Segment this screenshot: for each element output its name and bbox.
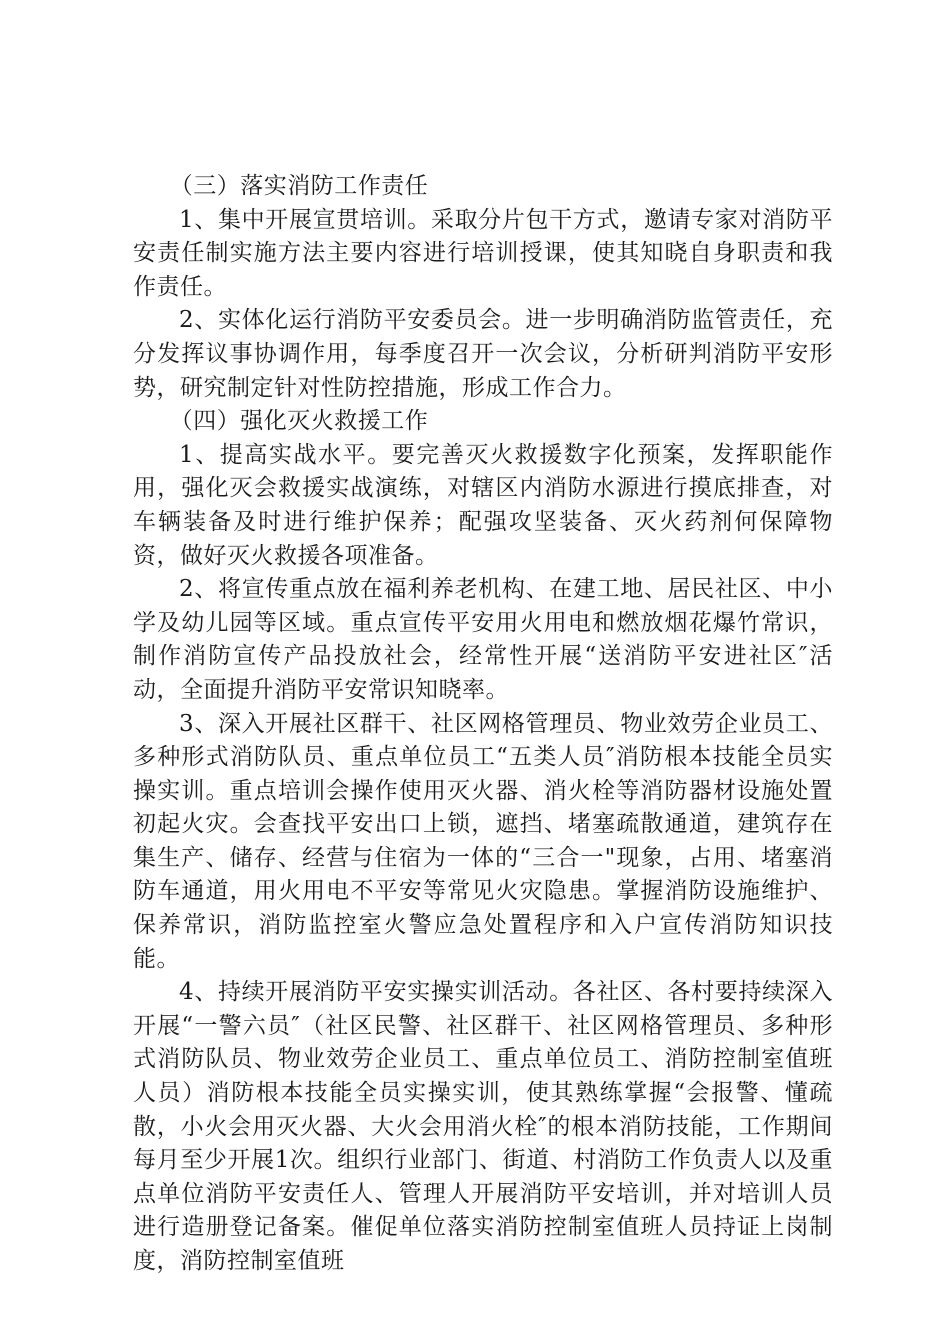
paragraph-4-1: 1、提高实战水平。要完善灭火救援数字化预案，发挥职能作用，强化灭会救援实战演练，对辖区内消防水源进行摸底排查，对车辆装备及时进行维护保养；配强攻坚装备、灭火药剂何保障物资，做好灭火救援各项准备。: [133, 441, 833, 569]
section-heading-3: （三）落实消防工作责任: [169, 173, 429, 199]
document-body: [133, 170, 833, 1279]
paragraph-4-4: 4、持续开展消防平安实操实训活动。各社区、各村要持续深入开展“一警六员″（社区民警、社区群干、社区网格管理员、多种形式消防队员、物业效劳企业员工、重点单位员工、消防控制室值班人员）消防根本技能全员实操实训，使其熟练掌握“会报警、懂疏散，小火会用灭火器、大火会用消火栓″的根本消防技能，工作期间每月至少开展1次。组织行业部门、街道、村消防工作负责人以及重点单位消防平安责任人、管理人开展消防平安培训，并对培训人员进行造册登记备案。催促单位落实消防控制室值班人员持证上岗制度，消防控制室值班: [133, 979, 833, 1274]
section-heading-4: （四）强化灭火救援工作: [169, 408, 429, 435]
paragraph-3-2: 2、实体化运行消防平安委员会。进一步明确消防监管责任，充分发挥议事协调作用，每季度召开一次会议，分析研判消防平安形势，研究制定针对性防控措施，形成工作合力。: [133, 307, 833, 401]
paragraph-3-1: 1、集中开展宣贯培训。采取分片包干方式，邀请专家对消防平安责任制实施方法主要内容进行培训授课，使其知晓自身职责和我作责任。: [133, 206, 833, 300]
paragraph-4-3: 3、深入开展社区群干、社区网格管理员、物业效劳企业员工、多种形式消防队员、重点单位员工“五类人员″消防根本技能全员实操实训。重点培训会操作使用灭火器、消火栓等消防器材设施处置初起火灾。会查找平安出口上锁，遮挡、堵塞疏散通道，建筑存在集生产、储存、经营与住宿为一体的“三合一"现象，占用、堵塞消防车通道，用火用电不平安等常见火灾隐患。掌握消防设施维护、保养常识，消防监控室火警应急处置程序和入户宣传消防知识技能。: [133, 710, 833, 972]
paragraph-4-2: 2、将宣传重点放在福利养老机构、在建工地、居民社区、中小学及幼儿园等区域。重点宣传平安用火用电和燃放烟花爆竹常识，制作消防宣传产品投放社会，经常性开展“送消防平安进社区″活动，全面提升消防平安常识知晓率。: [133, 576, 833, 703]
